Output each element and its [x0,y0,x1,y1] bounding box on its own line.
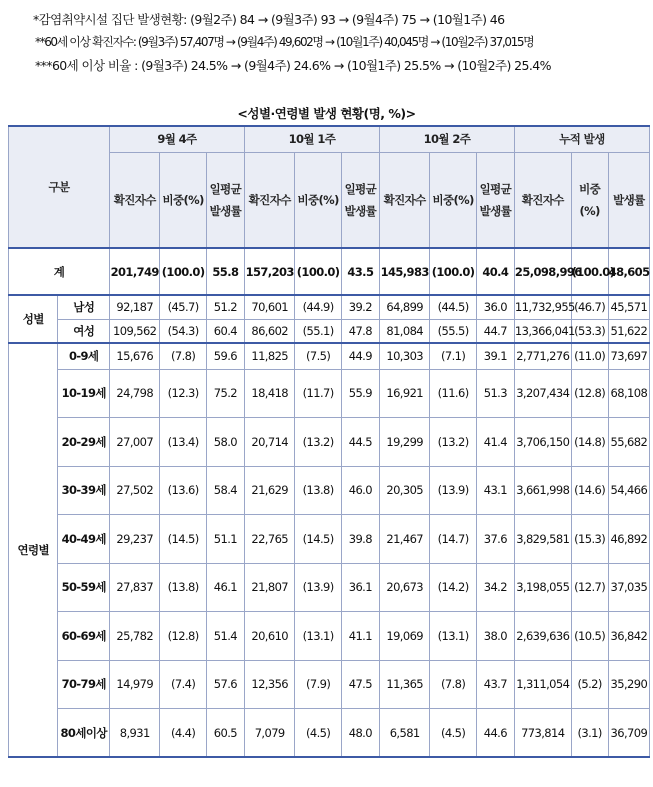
table-caption: <성별·연령별 발생 현황(명, %)> [237,106,416,121]
cell-value: (3.1) [571,709,608,758]
cell-value: (44.9) [295,295,341,319]
cell-value: 64,899 [379,295,429,319]
cell-value: (55.5) [430,319,476,343]
cell-value: (13.8) [295,466,341,515]
cell-value: (13.6) [160,466,206,515]
cell-value: 3,706,150 [514,418,571,467]
cell-value: 68,108 [608,369,649,418]
cell-value: 46.1 [206,563,244,612]
cell-value: 37.6 [476,515,514,564]
cell-value: 55.9 [341,369,379,418]
cell-value: 36,709 [608,709,649,758]
cell-value: 11,732,955 [514,295,571,319]
cell-value: (4.4) [160,709,206,758]
sub-header-confirmed: 확진자수 [379,152,429,248]
cell-value: (13.1) [295,612,341,661]
header-period-2: 10월 1주 [244,126,379,152]
cell-value: 46,892 [608,515,649,564]
cell-value: 7,079 [244,709,294,758]
header-category: 구분 [9,126,110,248]
cell-value: (4.5) [430,709,476,758]
cell-value: 773,814 [514,709,571,758]
stats-table [8,125,650,758]
cell-value: 24,798 [109,369,159,418]
cell-value: (12.3) [160,369,206,418]
cell-value: (10.5) [571,612,608,661]
cell-value: 51,622 [608,319,649,343]
cell-value: 21,807 [244,563,294,612]
cell-value: 21,629 [244,466,294,515]
cell-value: (53.3) [571,319,608,343]
cell-value: 6,581 [379,709,429,758]
cell-value: (13.9) [430,466,476,515]
row-label-total: 계 [9,248,110,295]
cell-value: 109,562 [109,319,159,343]
cell-value: (7.9) [295,660,341,709]
cell-value: (11.7) [295,369,341,418]
cell-value: 16,921 [379,369,429,418]
row-label: 50-59세 [58,563,110,612]
sub-header-daily: 일평균발생률 [476,152,514,248]
cell-value: 15,676 [109,343,159,369]
cell-value: 73,697 [608,343,649,369]
cell-value: (13.2) [295,418,341,467]
row-label: 20-29세 [58,418,110,467]
cell-value: 48.0 [341,709,379,758]
cell-value: 11,825 [244,343,294,369]
header-period-3: 10월 2주 [379,126,514,152]
cell-value: (12.7) [571,563,608,612]
table-row [9,709,650,758]
cell-value: 51.1 [206,515,244,564]
cell-value: 60.4 [206,319,244,343]
table-row [9,660,650,709]
row-label: 40-49세 [58,515,110,564]
cell-value: (13.2) [430,418,476,467]
cell-value: 18,418 [244,369,294,418]
cell-value: 3,207,434 [514,369,571,418]
cell-value: 21,467 [379,515,429,564]
cell-value: 41.1 [341,612,379,661]
cell-value: (100.0) [295,248,341,295]
cell-value: 35,290 [608,660,649,709]
cell-value: 3,829,581 [514,515,571,564]
group-label-age: 연령별 [9,343,58,757]
cell-value: 46.0 [341,466,379,515]
cell-value: (13.8) [160,563,206,612]
cell-value: 39.1 [476,343,514,369]
cell-value: 48,605 [608,248,649,295]
cell-value: 47.5 [341,660,379,709]
cell-value: (13.1) [430,612,476,661]
cell-value: 39.8 [341,515,379,564]
row-label: 10-19세 [58,369,110,418]
notes-block [0,8,653,77]
cell-value: 44.7 [476,319,514,343]
cell-value: 12,356 [244,660,294,709]
cell-value: 36,842 [608,612,649,661]
cell-value: (14.8) [571,418,608,467]
cell-value: 13,366,041 [514,319,571,343]
sub-header-daily: 일평균발생률 [206,152,244,248]
cell-value: 39.2 [341,295,379,319]
note-over60-ratio: ***60세 이상 비율 : (9월3주) 24.5% → (9월4주) 24.6% → (10월1주) 25.5% → (10월2주) 25.4% [35,58,551,73]
sub-header-ratio: 비중(%) [295,152,341,248]
cell-value: 58.4 [206,466,244,515]
cell-value: 59.6 [206,343,244,369]
header-cumulative: 누적 발생 [514,126,649,152]
sub-header-confirmed: 확진자수 [244,152,294,248]
cell-value: (100.0) [430,248,476,295]
cell-value: (44.5) [430,295,476,319]
table-row [9,612,650,661]
row-label: 60-69세 [58,612,110,661]
cell-value: 36.0 [476,295,514,319]
cell-value: 20,610 [244,612,294,661]
cell-value: 45,571 [608,295,649,319]
table-row [9,418,650,467]
cell-value: 57.6 [206,660,244,709]
cell-value: 43.5 [341,248,379,295]
cell-value: 70,601 [244,295,294,319]
cell-value: 25,098,996 [514,248,571,295]
cell-value: 47.8 [341,319,379,343]
cell-value: (12.8) [571,369,608,418]
sub-header-ratio: 비중(%) [571,152,608,248]
cell-value: (11.0) [571,343,608,369]
sub-header-daily: 일평균발생률 [341,152,379,248]
table-row [9,295,650,319]
cell-value: 44.5 [341,418,379,467]
cell-value: 41.4 [476,418,514,467]
table-body [9,248,650,757]
cell-value: (7.4) [160,660,206,709]
table-row [9,563,650,612]
cell-value: 8,931 [109,709,159,758]
cell-value: 55,682 [608,418,649,467]
cell-value: 40.4 [476,248,514,295]
cell-value: (46.7) [571,295,608,319]
cell-value: (4.5) [295,709,341,758]
cell-value: 92,187 [109,295,159,319]
cell-value: 157,203 [244,248,294,295]
cell-value: 19,299 [379,418,429,467]
cell-value: 37,035 [608,563,649,612]
cell-value: 34.2 [476,563,514,612]
cell-value: 25,782 [109,612,159,661]
cell-value: 10,303 [379,343,429,369]
row-label: 남성 [58,295,110,319]
cell-value: (7.8) [430,660,476,709]
sub-header-confirmed: 확진자수 [109,152,159,248]
cell-value: (54.3) [160,319,206,343]
cell-value: (12.8) [160,612,206,661]
cell-value: 75.2 [206,369,244,418]
cell-value: 43.1 [476,466,514,515]
cell-value: (100.0) [571,248,608,295]
cell-value: 3,198,055 [514,563,571,612]
sub-header-confirmed: 확진자수 [514,152,571,248]
cell-value: (11.6) [430,369,476,418]
cell-value: 86,602 [244,319,294,343]
cell-value: (100.0) [160,248,206,295]
row-label: 80세이상 [58,709,110,758]
note-facility-outbreaks: *감염취약시설 집단 발생현황: (9월2주) 84 → (9월3주) 93 → (9월4주) 75 → (10월1주) 46 [33,12,505,27]
cell-value: (13.9) [295,563,341,612]
cell-value: 1,311,054 [514,660,571,709]
cell-value: 44.6 [476,709,514,758]
cell-value: 44.9 [341,343,379,369]
cell-value: (55.1) [295,319,341,343]
cell-value: 11,365 [379,660,429,709]
cell-value: (14.5) [295,515,341,564]
cell-value: (14.2) [430,563,476,612]
cell-value: 55.8 [206,248,244,295]
cell-value: 3,661,998 [514,466,571,515]
sub-header-ratio: 비중(%) [160,152,206,248]
cell-value: 58.0 [206,418,244,467]
cell-value: 2,771,276 [514,343,571,369]
cell-value: 38.0 [476,612,514,661]
cell-value: 51.3 [476,369,514,418]
cell-value: (7.5) [295,343,341,369]
group-label-sex: 성별 [9,295,58,343]
header-period-1: 9월 4주 [109,126,244,152]
cell-value: 27,502 [109,466,159,515]
cell-value: 54,466 [608,466,649,515]
cell-value: 29,237 [109,515,159,564]
table-row [9,515,650,564]
cell-value: 51.4 [206,612,244,661]
row-label: 70-79세 [58,660,110,709]
cell-value: (14.5) [160,515,206,564]
table-row [9,369,650,418]
sub-header-rate: 발생률 [608,152,649,248]
cell-value: (14.6) [571,466,608,515]
cell-value: (7.8) [160,343,206,369]
cell-value: (15.3) [571,515,608,564]
cell-value: (5.2) [571,660,608,709]
cell-value: 27,837 [109,563,159,612]
cell-value: 60.5 [206,709,244,758]
row-label: 여성 [58,319,110,343]
cell-value: 201,749 [109,248,159,295]
cell-value: 2,639,636 [514,612,571,661]
cell-value: 81,084 [379,319,429,343]
row-label: 30-39세 [58,466,110,515]
cell-value: 145,983 [379,248,429,295]
cell-value: (13.4) [160,418,206,467]
cell-value: 43.7 [476,660,514,709]
cell-value: (45.7) [160,295,206,319]
cell-value: 20,714 [244,418,294,467]
table-row [9,466,650,515]
note-over60-confirmed: **60세 이상 확진자수: (9월3주) 57,407명 → (9월4주) 49,602명 → (10월1주) 40,045명 → (10월2주) 37,015명 [35,35,534,49]
cell-value: 20,305 [379,466,429,515]
table-row [9,319,650,343]
cell-value: 22,765 [244,515,294,564]
cell-value: 19,069 [379,612,429,661]
cell-value: 51.2 [206,295,244,319]
table-row-total [9,248,650,295]
cell-value: 27,007 [109,418,159,467]
cell-value: 36.1 [341,563,379,612]
cell-value: 14,979 [109,660,159,709]
cell-value: (7.1) [430,343,476,369]
cell-value: 20,673 [379,563,429,612]
cell-value: (14.7) [430,515,476,564]
table-row [9,343,650,369]
row-label: 0-9세 [58,343,110,369]
sub-header-ratio: 비중(%) [430,152,476,248]
